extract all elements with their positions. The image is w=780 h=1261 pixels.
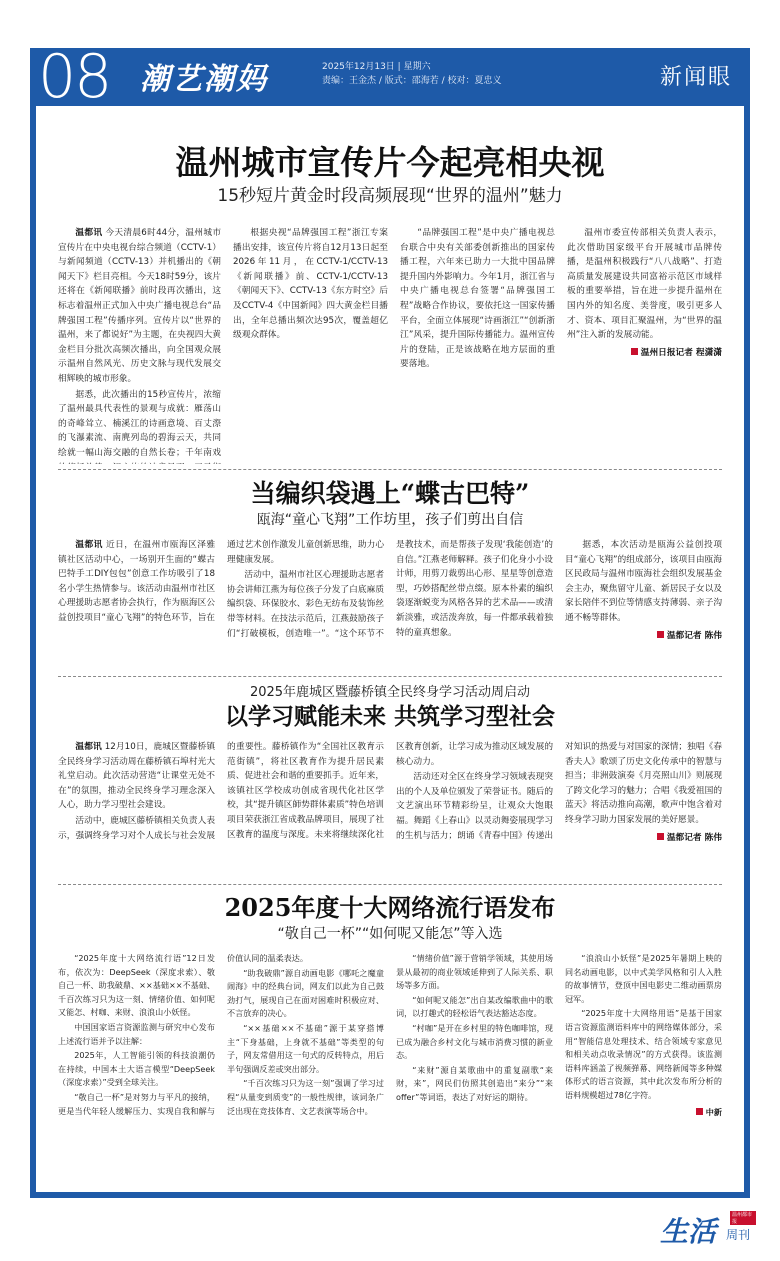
column-group: [58, 952, 722, 1190]
subhead: “敬自己一杯”“如何呢又能怎”等入选: [277, 926, 503, 942]
paragraph: 中国国家语言资源监测与研究中心发布上述流行语并予以注解：: [58, 1021, 215, 1046]
byline-marker-icon: [657, 833, 664, 840]
paragraph: “情绪价值”源于营销学领域，其使用场景从最初的商业领域延伸到了人际关系、职场等多方面。: [396, 953, 553, 991]
paragraph: “敬自己一杯”是对努力与平凡的接纳，更是当代年轻人缓解压力、实现自我和解与价值认同的温柔表达。: [58, 953, 308, 1116]
paragraph: 温都讯 12月10日，鹿城区暨藤桥镇全民终身学习活动周在藤桥镇石埠村光大礼堂启动。此次活动营造“让课堂无处不在”的氛围，推动全民终身学习理念深入人心，助力学习型社会建设。: [58, 742, 216, 811]
subhead: 瓯海“童心飞翔”工作坊里，孩子们剪出自信: [256, 512, 524, 528]
footer-logo-tag: 温州都市报: [730, 1211, 756, 1225]
date-line: 2025年12月13日 | 星期六: [322, 62, 431, 72]
paragraph: 据悉，此次播出的15秒宣传片，浓缩了温州最具代表性的景观与成就：雁荡山的奇峰耸立、楠溪江的诗画意境、百丈漈的飞瀑素流、南麂列岛的碧海云天，共同绘就一幅山海交融的自然长卷；千年南戏: [58, 389, 221, 458]
subhead: 15秒短片黄金时段高频展现“世界的温州”魅力: [217, 186, 563, 206]
paragraph: “××基础××不基础”源于某穿搭博主“下身基础，上身就不基础”等类型的句子，网友常借用这一句式的反转特点，用后半句强调反差或突出部分。: [227, 1022, 384, 1074]
byline: 温州日报记者 程潇潇: [567, 346, 722, 361]
footer-logo-sub: 周刊: [726, 1228, 751, 1242]
column-group: [58, 538, 722, 666]
kicker: 2025年鹿城区暨藤桥镇全民终身学习活动周启动: [249, 685, 531, 700]
article-lifelong-learning: [58, 684, 722, 876]
headline: 温州城市宣传片今起亮相央视: [175, 143, 605, 182]
byline: 温都记者 陈伟: [565, 831, 722, 846]
article-columns: [58, 538, 722, 666]
paragraph: 活动还对全区在终身学习领域表现突出的个人及单位颁发了荣誉证书。随后的文艺演出环节精彩纷呈，让观众大饱眼福。舞蹈《上春山》以灵动舞姿展现学习的生机与活力；朗诵《青春中国》传递出对知识的热爱与对国家的深情；独唱《春香夫人》歌颂了历史文化传承中的智慧与担当；非洲鼓演奏《月亮照山川》则展现了跨文化学习的魅力；合唱《我爱祖国的蓝天》将活动推向高潮，歌声中饱含着对终身学习助力国家发展的美好愿景。: [396, 742, 722, 841]
article-city-promo: [58, 142, 722, 464]
byline: 中新: [565, 1106, 722, 1120]
lead-label: 温都讯: [75, 742, 102, 752]
lead-label: 温都讯: [75, 540, 103, 550]
masthead-meta: [322, 60, 502, 88]
lead-label: 温都讯: [75, 228, 103, 238]
divider: [58, 469, 722, 470]
column-group: [58, 740, 722, 876]
article-columns: [58, 740, 722, 876]
paragraph: 活动中，温州市社区心理援助志愿者协会讲师江燕为每位孩子分发了白底麻质编织袋、环保胶水、彩色无纺布及装饰丝带等材料。在技法示范后，江燕鼓励孩子们“打破模板，创造唯一”。“这个环节不是教技术，而是帮孩子发现‘我能创造’的自信。”江燕老师解释。孩子们化身小小设计师，用剪刀裁剪出心形、星星等创意造型，巧妙搭配丝带点缀。原本朴素的编织袋逐渐蜕变为风格各异的艺术品——或清新淡雅，或活泼奔放，每一件都承载着独特的童真想象。: [227, 540, 553, 639]
paragraph: 活动中，鹿城区藤桥镇相关负责人表示，强调终身学习对个人成长与社会发展的重要性。藤桥镇作为“全国社区教育示范街镇”，将社区教育作为提升居民素质、促进社会和谐的重要抓手。近年来，该镇社区学校成功创成省现代化社区学校，其“提升镇区師势群体素质”特色培训项目荣获浙江省成教品牌项目，展现了社区教育的温度与深度。未来将继续深化社区教育创新，让学习成为推动区域发展的核心动力。: [58, 742, 553, 841]
paragraph: 2025年，人工智能引领的科技浪潮仍在持续，中国本土大语言模型“DeepSeek（深度求索）”受到全球关注。: [58, 1050, 215, 1088]
paragraph: “2025年度十大网络流行语”12日发布，依次为：DeepSeek（深度求索）、敬自己一杯、助我破鼎、××基础××不基础、千百次练习只为这一刻、情绪价值、如何呢又能怎、村咖、来财、浪浪山小妖怪。: [58, 953, 215, 1018]
paragraph: “浪浪山小妖怪”是2025年暑期上映的同名动画电影，以中式美学风格和引人入胜的故事情节，登顶中国电影史二维动画票房冠军。: [565, 953, 722, 1004]
page-number: 08: [38, 42, 111, 112]
paragraph: 温都讯 近日，在温州市瓯海区泽雅镇社区活动中心，一场别开生面的“蝶古巴特手工DIY包包”创意工作坊吸引了18名小学生热情参与。该活动由温州市社区心理援助志愿者协会执行，作为瓯海区公益创投项目“童心飞翔”的特色环节，旨在通过艺术创作激发儿童创新思维，助力心理健康发展。: [58, 540, 384, 623]
column: [58, 226, 221, 464]
byline-marker-icon: [696, 1108, 703, 1115]
paragraph: 根据央视“品牌强国工程”浙江专案播出安排，该宣传片将自12月13日起至2026年11月，在CCTV-1/CCTV-13《新闻联播》前、CCTV-1/CCTV-13《朝闻天下》、CCTV-13《东方时空》后及CCTV-4《中国新闻》四大黄金栏目播出，全年总播出频次达95次，覆盖超亿级观众群体。: [233, 228, 388, 341]
paragraph: 温州市委宣传部相关负责人表示，此次借助国家级平台开展城市品牌传播，是温州积极践行“八八战略”、打造高质量发展建设共同富裕示范区市域样板的重要举措，旨在进一步提升温州在国内外的知名度、美誉度，吸引更多人才、资本、项目汇聚温州，为“世界的温州”注入新的发展动能。: [567, 228, 722, 341]
paragraph: “助我破鼎”源自动画电影《哪吒之魔童闹海》中的经典台词，网友们以此为自己鼓劲打气，展现自己在面对困难时积极应对、不言放弃的决心。: [227, 967, 384, 1019]
article-internet-slang: [58, 892, 722, 1192]
credits-line: 责编：王金杰 / 版式：邵海若 / 校对：夏忠义: [322, 76, 502, 86]
byline-marker-icon: [657, 631, 664, 638]
paragraph: “品牌强国工程”是中央广播电视总台联合中央有关部委创新推出的国家传播工程，六年来已助力一大批中国品牌提升国内外影响力。今年1月，浙江省与中央广播电视总台签署“品牌强国工程”战略合作协议，要依托这一国家传播平台，全面立体展现“诗画浙江”“创新浙江”风采，提升国际传播能力。温州宣传片的登陆，正是该战略在地方层面的重要落地。: [400, 228, 555, 370]
paragraph: “村咖”是开在乡村里的特色咖啡馆，现已成为融合乡村文化与城市消费习惯的新业态。: [396, 1022, 553, 1061]
paragraph: “如何呢又能怎”出自某改编歌曲中的歌词，以打趣式的轻松语气表达豁达态度。: [396, 994, 553, 1019]
headline: 以学习赋能未来 共筑学习型社会: [224, 703, 555, 730]
article-columns: [58, 226, 722, 464]
byline-marker-icon: [631, 348, 638, 355]
paragraph: “2025年度十大网络用语”是基于国家语言资源监测语料库中的网络媒体部分，采用“智能信息处理技术、结合领域专家意见和相关动点收录情况”的方式获得。该监测语料库涵盖了视频弹幕、网络新闻等多种媒体形式的语言资源，其中此次发布所分析的语料规模超过78亿字符。: [565, 1008, 722, 1100]
paragraph: 据悉，本次活动是瓯海公益创投项目“童心飞翔”的组成部分，该项目由瓯海区民政局与温州市瓯海社会组织发展基金会主办，聚焦留守儿童、新居民子女以及家长陪伴不到位等情感支持薄弱、亲子沟通不畅等群体。: [565, 540, 722, 623]
article-butterfly-workshop: [58, 478, 722, 668]
paragraph: “千百次练习只为这一刻”强调了学习过程“从量变到质变”的一般性规律，该词条广泛出现在竞技体育、文艺表演等场合中。: [227, 1078, 384, 1116]
divider: [58, 884, 722, 885]
brand-logo: 潮艺潮妈: [140, 62, 268, 97]
footer-logo-main: 生活: [660, 1215, 717, 1248]
headline: 当编织袋遇上“蝶古巴特”: [250, 479, 530, 508]
column-group: [233, 226, 722, 464]
masthead: [30, 42, 750, 112]
paragraph: “来财”源自某歌曲中的重复副歌“来财，来”，网民们仿照其创造出“来分”“来offer”等词语，表达了对好运的期待。: [396, 1064, 553, 1102]
paragraph: 温都讯 今天清晨6时44分，温州城市宣传片在中央电视台综合频道（CCTV-1）与新闻频道（CCTV-13）并机播出的《朝闻天下》栏目亮相。今天18时59分，该片还将在《新闻联播》前时段再次播出，这标志着温州正式加入中央广播电视总台“品牌强国工程”传播序列。宣传片以“世界的温州，来了都说好”为主题，在央视四大黄金栏目分批次高频次播出，向全国观众展示温州自然风光、历史文脉与现代发展交相辉映的城市形象。: [58, 228, 221, 384]
byline: 温都记者 陈伟: [565, 629, 722, 644]
section-title: 新闻眼: [659, 65, 732, 90]
footer-logo: [660, 1210, 756, 1250]
article-columns: [58, 952, 722, 1190]
headline: 2025年度十大网络流行语发布: [224, 893, 556, 922]
divider: [58, 676, 722, 677]
